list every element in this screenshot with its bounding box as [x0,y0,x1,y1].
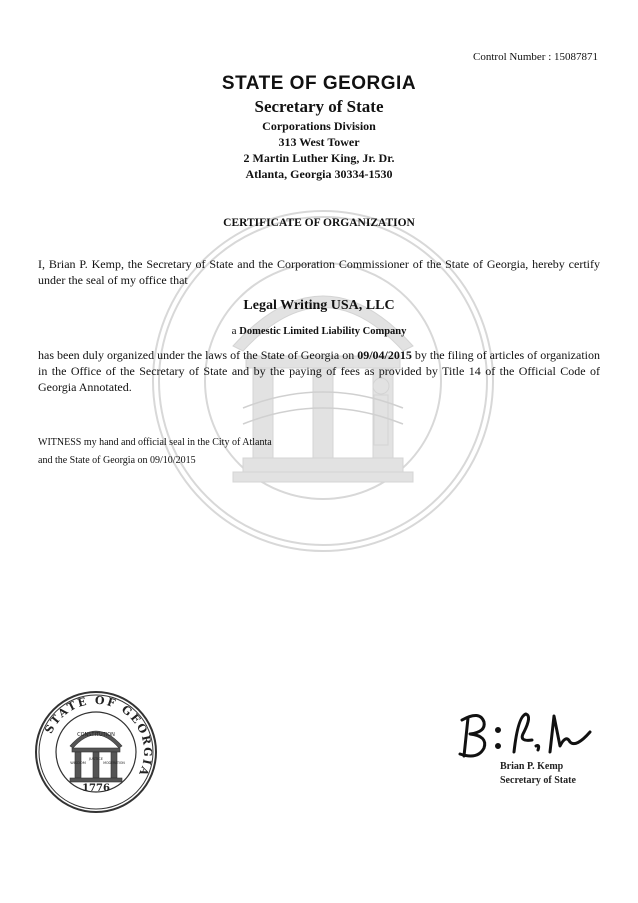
control-number: Control Number : 15087871 [473,51,598,63]
company-type: Domestic Limited Liability Company [239,326,407,337]
company-article: a [231,325,237,337]
organization-text-start: has been duly organized under the laws of the State of Georgia on [38,348,358,362]
seal-ring-text: STATE OF GEORGIA [42,693,155,780]
address-line-1: 313 West Tower [278,135,360,149]
organization-date: 09/04/2015 [357,348,412,362]
seal-right-ribbon: MODERATION [103,761,125,765]
witness-line-2: and the State of Georgia on 09/10/2015 [38,455,196,466]
organization-paragraph [38,347,600,395]
division: Corporations Division [262,119,376,133]
georgia-seal [34,690,158,814]
seal-left-ribbon: WISDOM [70,761,86,765]
witness-line-1: WITNESS my hand and official seal in the City of Atlanta [38,437,272,448]
letterhead [0,72,638,182]
certification-paragraph: I, Brian P. Kemp, the Secretary of State and the Corporation Commissioner of the State of Georgia, hereby certify under the seal of my office that [38,257,600,287]
signature [454,706,596,764]
signer-name: Brian P. Kemp [500,761,564,772]
certificate-title: CERTIFICATE OF ORGANIZATION [223,217,415,229]
organization-text-end: by the filing of articles of organization in the Office of the Secretary of State and by the paying of fees as provided by Title 14 of the Official Code of Georgia Annotated. [38,348,600,394]
address-line-2: 2 Martin Luther King, Jr. Dr. [243,151,395,165]
signer-block [500,760,576,788]
company-name: Legal Writing USA, LLC [243,298,395,313]
company-type-line [0,325,638,337]
seal-year: 1776 [82,783,110,794]
seal-banner: CONSTITUTION [77,732,115,738]
signer-title: Secretary of State [500,775,576,786]
office-title: Secretary of State [254,97,384,116]
address-line-3: Atlanta, Georgia 30334-1530 [245,167,393,181]
state-title: STATE OF GEORGIA [221,73,417,94]
seal-center-ribbon: JUSTICE [88,757,104,761]
